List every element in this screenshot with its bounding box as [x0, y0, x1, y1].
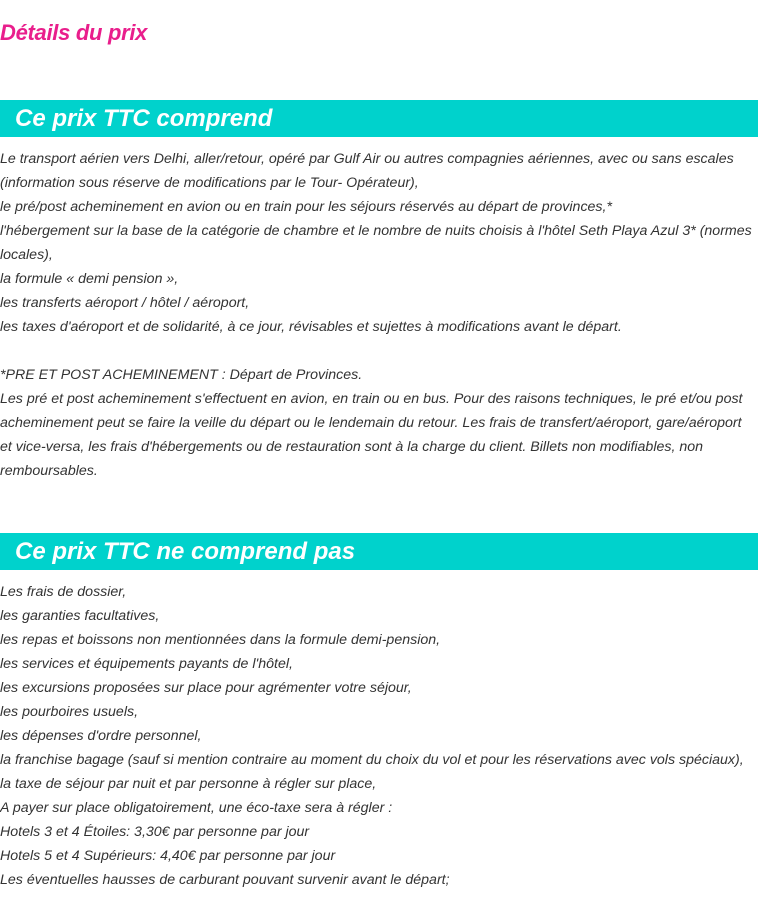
- excluded-item: la franchise bagage (sauf si mention contraire au moment du choix du vol et pour les réservations avec vols spéciaux),: [0, 752, 744, 768]
- note-text: Les pré et post acheminement s'effectuent en avion, en train ou en bus. Pour des raisons techniques, le pré et/ou post acheminement peut se faire la veille du départ ou le lendemain du retour. Les frais de transfert/aéroport, gare/aéroport et vice-versa, les frais d'hébergements ou de restauration sont à la charge du client. Billets non modifiables, non remboursables.: [0, 391, 743, 479]
- excluded-item: les dépenses d'ordre personnel,: [0, 728, 202, 744]
- excluded-item: A payer sur place obligatoirement, une éco-taxe sera à régler :: [0, 800, 393, 816]
- excluded-item: les repas et boissons non mentionnées dans la formule demi-pension,: [0, 632, 441, 648]
- excluded-item: les excursions proposées sur place pour agrémenter votre séjour,: [0, 680, 412, 696]
- included-section-heading: Ce prix TTC comprend: [0, 100, 758, 137]
- excluded-item: Les frais de dossier,: [0, 584, 127, 600]
- excluded-item: les services et équipements payants de l'hôtel,: [0, 656, 293, 672]
- included-item: le pré/post acheminement en avion ou en train pour les séjours réservés au départ de provinces,*: [0, 199, 612, 215]
- excluded-item: la taxe de séjour par nuit et par personne à régler sur place,: [0, 776, 377, 792]
- excluded-item: les garanties facultatives,: [0, 608, 160, 624]
- excluded-item: les pourboires usuels,: [0, 704, 139, 720]
- included-item: Le transport aérien vers Delhi, aller/retour, opéré par Gulf Air ou autres compagnies aériennes, avec ou sans escales (information sous réserve de modifications par le Tour- Opérateur),: [0, 151, 734, 191]
- excluded-item: Hotels 5 et 4 Supérieurs: 4,40€ par personne par jour: [0, 848, 336, 864]
- excluded-list: [0, 580, 752, 892]
- pre-post-note: [0, 363, 752, 483]
- included-item: les taxes d'aéroport et de solidarité, à ce jour, révisables et sujettes à modifications avant le départ.: [0, 319, 622, 335]
- included-list: [0, 147, 752, 339]
- excluded-section-heading: Ce prix TTC ne comprend pas: [0, 533, 758, 570]
- note-heading: *PRE ET POST ACHEMINEMENT : Départ de Provinces.: [0, 367, 363, 383]
- excluded-item: Hotels 3 et 4 Étoiles: 3,30€ par personne par jour: [0, 824, 310, 840]
- included-item: la formule « demi pension »,: [0, 271, 179, 287]
- included-item: les transferts aéroport / hôtel / aéroport,: [0, 295, 250, 311]
- excluded-item: Les éventuelles hausses de carburant pouvant survenir avant le départ;: [0, 872, 450, 888]
- included-item: l'hébergement sur la base de la catégorie de chambre et le nombre de nuits choisis à l'hôtel Seth Playa Azul 3* (normes locales),: [0, 223, 752, 263]
- page-title: Détails du prix: [0, 20, 148, 45]
